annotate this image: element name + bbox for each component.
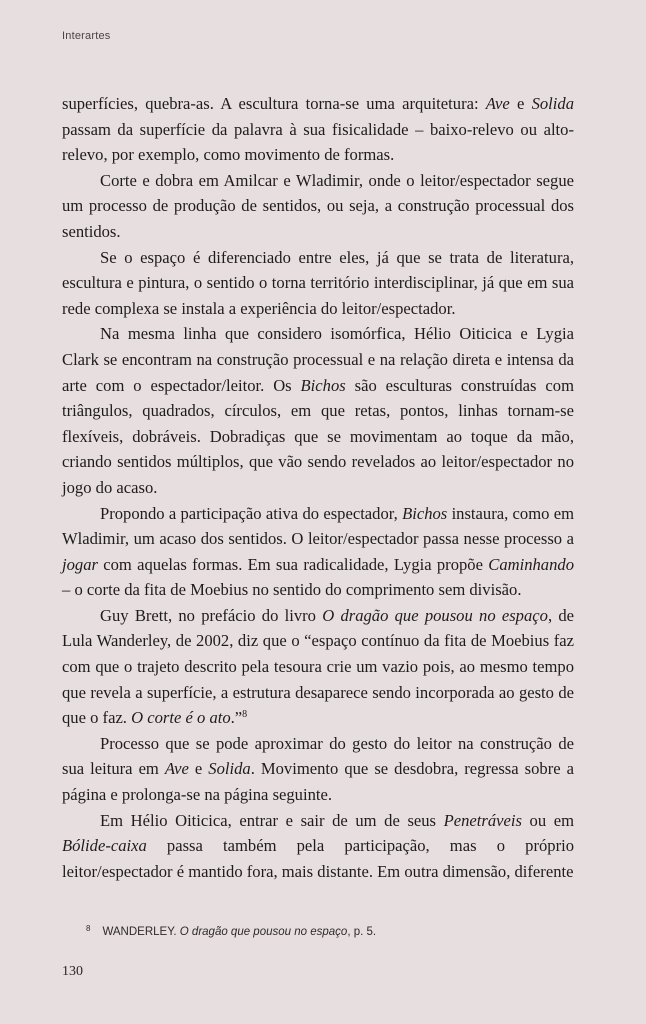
paragraph [62,91,574,168]
italic-text: Penetráveis [443,810,522,830]
italic-text: Caminhando [488,554,574,574]
text-run: – o corte da fita de Moebius no sentido do comprimento sem divisão. [62,580,522,600]
paragraph [62,501,574,603]
italic-text: Bichos [300,375,346,395]
text-run: instaura, como em Wladimir, um acaso dos sentidos. O leitor/espectador passa nesse processo a [62,503,574,549]
text-run: são esculturas construídas com triângulos, quadrados, círculos, em que retas, pontos, linhas tornam-se flexíveis, dobráveis. Dobradiças que se movimentam ao toque da mão, criando sentidos múltiplos, que vão sendo revelados ao leitor/espectador no jogo do acaso. [62,375,574,497]
text-run: , de Lula Wanderley, de 2002, diz que o “espaço contínuo da fita de Moebius faz com que o trajeto descrito pela tesoura crie um vazio pois, ao mesmo tempo que revela a superfície, a estrutura desaparece sendo incorporada ao gesto de que o faz. [62,605,574,728]
paragraph [62,808,574,885]
paragraph [62,168,574,245]
text-run: ou em [521,810,574,830]
text-run: Se o espaço é diferenciado entre eles, já que se trata de literatura, escultura e pintura, o sentido o torna território interdisciplinar, já que em sua rede complexa se instala a experiência do leitor/espectador. [62,247,574,318]
paragraph [62,603,574,731]
italic-text: jogar [62,554,98,574]
text-run: passa também pela participação, mas o próprio leitor/espectador é mantido fora, mais distante. Em outra dimensão, diferente [62,836,574,881]
text-run: . Movimento que se desdobra, regressa sobre a página e prolonga-se na página seguinte. [62,759,574,805]
footnote [86,924,376,938]
text-run: passam da superfície da palavra à sua fisicalidade – baixo-relevo ou alto-relevo, por exemplo, como movimento de formas. [62,119,574,165]
text-run: e [188,759,209,779]
footnote-number: 8 [86,924,91,933]
text-run: Corte e dobra em Amilcar e Wladimir, onde o leitor/espectador segue um processo de produção de sentidos, ou seja, a construção processual dos sentidos. [62,170,574,241]
footnote-text [102,926,376,938]
text-run: WANDERLEY. [102,926,180,938]
text-run: Guy Brett, no prefácio do livro [100,605,323,625]
text-run: com aquelas formas. Em sua radicalidade, Lygia propõe [97,554,489,574]
italic-text: O dragão que pousou no espaço [179,926,348,938]
paragraph [62,245,574,322]
text-run: Processo que se pode aproximar do gesto do leitor na construção de sua leitura em [62,733,574,779]
body-text [62,91,574,884]
italic-text: O dragão que pousou no espaço [322,605,548,625]
page-number: 130 [62,964,83,979]
text-run: superfícies, quebra-as. A escultura torna-se uma arquitetura: [62,94,486,113]
text-run: Em Hélio Oiticica, entrar e sair de um de seus [100,810,444,830]
italic-text: Ave [485,94,510,113]
italic-text: Solida [208,759,251,779]
italic-text: Ave [164,759,189,779]
paragraph [62,731,574,808]
text-run: e [509,94,532,113]
italic-text: Bólide-caixa [62,836,147,856]
text-run: Na mesma linha que considero isomórfica, Hélio Oiticica e Lygia Clark se encontram na construção processual e na relação direta e intensa da arte com o espectador/leitor. Os [62,324,574,395]
text-run: , p. 5. [347,926,377,938]
text-run: .” [230,708,243,728]
text-run: Propondo a participação ativa do espectador, [100,503,403,523]
italic-text: Bichos [402,503,448,523]
paragraph [62,321,574,500]
italic-text: O corte é o ato [131,708,231,728]
footnote-reference: 8 [242,709,248,721]
running-head: Interartes [62,30,111,42]
italic-text: Solida [531,94,574,113]
